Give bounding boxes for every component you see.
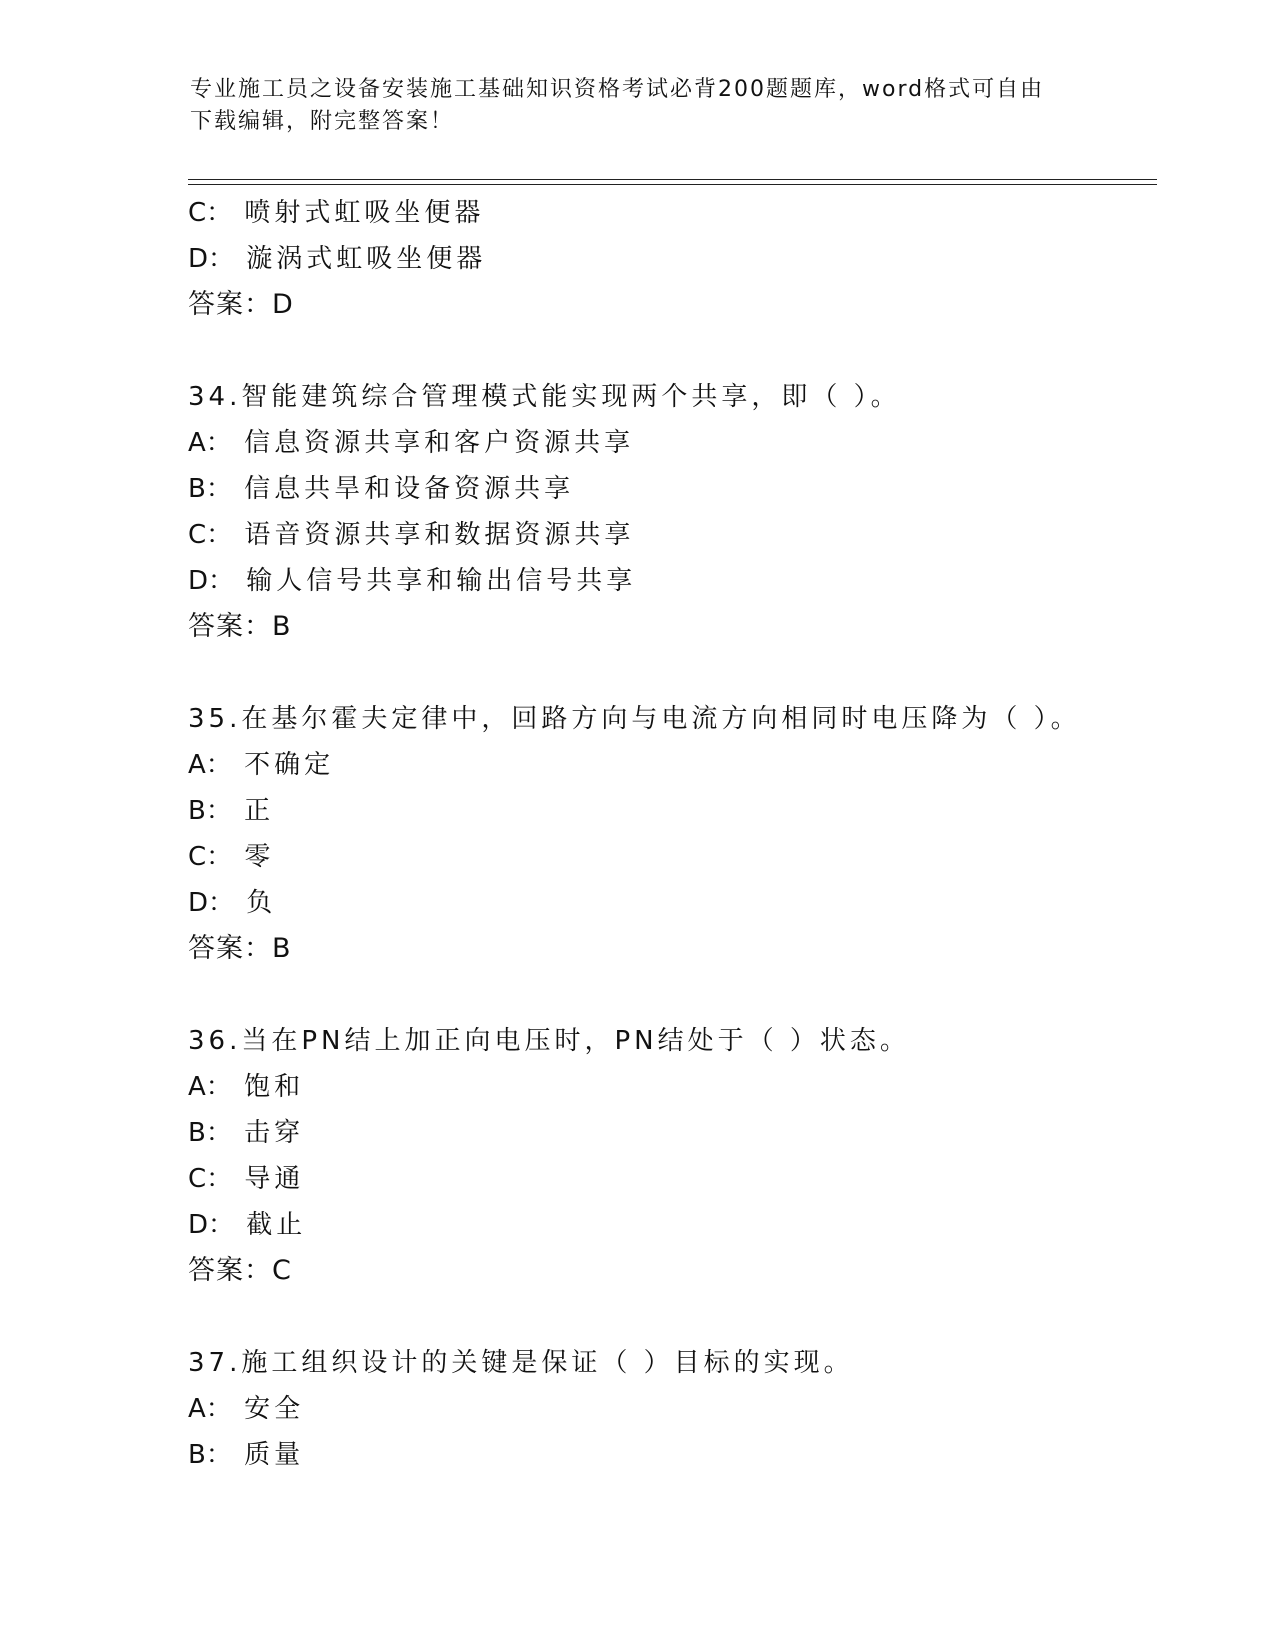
option-d: D： 截止: [188, 1210, 307, 1240]
question-list: [188, 190, 1148, 1478]
question-35: [188, 696, 1148, 972]
answer-line: 答案：B: [188, 611, 292, 642]
option-a: A： 饱和: [188, 1072, 305, 1102]
option-b: B： 击穿: [188, 1118, 305, 1148]
option-b: B： 信息共旱和设备资源共享: [188, 474, 575, 504]
option-b: B： 正: [188, 796, 275, 826]
header-line-1: 专业施工员之设备安装施工基础知识资格考试必背200题题库，word格式可自由: [190, 77, 1045, 102]
answer-line: 答案：C: [188, 1255, 292, 1286]
option-d: D： 输人信号共享和输出信号共享: [188, 566, 637, 596]
header-divider-bottom: [188, 184, 1157, 185]
question-37: [188, 1340, 1148, 1478]
answer-line: 答案：B: [188, 933, 292, 964]
question-36: [188, 1018, 1148, 1294]
option-b: B： 质量: [188, 1440, 305, 1470]
question-stem: 35.在基尔霍夫定律中，回路方向与电流方向相同时电压降为（ ）。: [188, 704, 1081, 734]
option-c: C： 导通: [188, 1164, 305, 1194]
header-line-2: 下载编辑，附完整答案！: [190, 109, 455, 134]
answer-line: 答案：D: [188, 289, 294, 320]
option-a: A： 安全: [188, 1394, 305, 1424]
option-c: C： 喷射式虹吸坐便器: [188, 198, 485, 228]
option-d: D： 漩涡式虹吸坐便器: [188, 244, 487, 274]
option-a: A： 不确定: [188, 750, 335, 780]
option-a: A： 信息资源共享和客户资源共享: [188, 428, 635, 458]
question-stem: 36.当在PN结上加正向电压时，PN结处于（ ）状态。: [188, 1026, 910, 1056]
question-33-tail: [188, 190, 1148, 328]
question-34: [188, 374, 1148, 650]
header-divider-top: [188, 179, 1157, 180]
question-stem: 34.智能建筑综合管理模式能实现两个共享，即（ ）。: [188, 382, 901, 412]
option-c: C： 零: [188, 842, 275, 872]
document-header: [190, 74, 1090, 138]
option-c: C： 语音资源共享和数据资源共享: [188, 520, 635, 550]
question-stem: 37.施工组织设计的关键是保证（ ）目标的实现。: [188, 1348, 854, 1378]
option-d: D： 负: [188, 888, 277, 918]
